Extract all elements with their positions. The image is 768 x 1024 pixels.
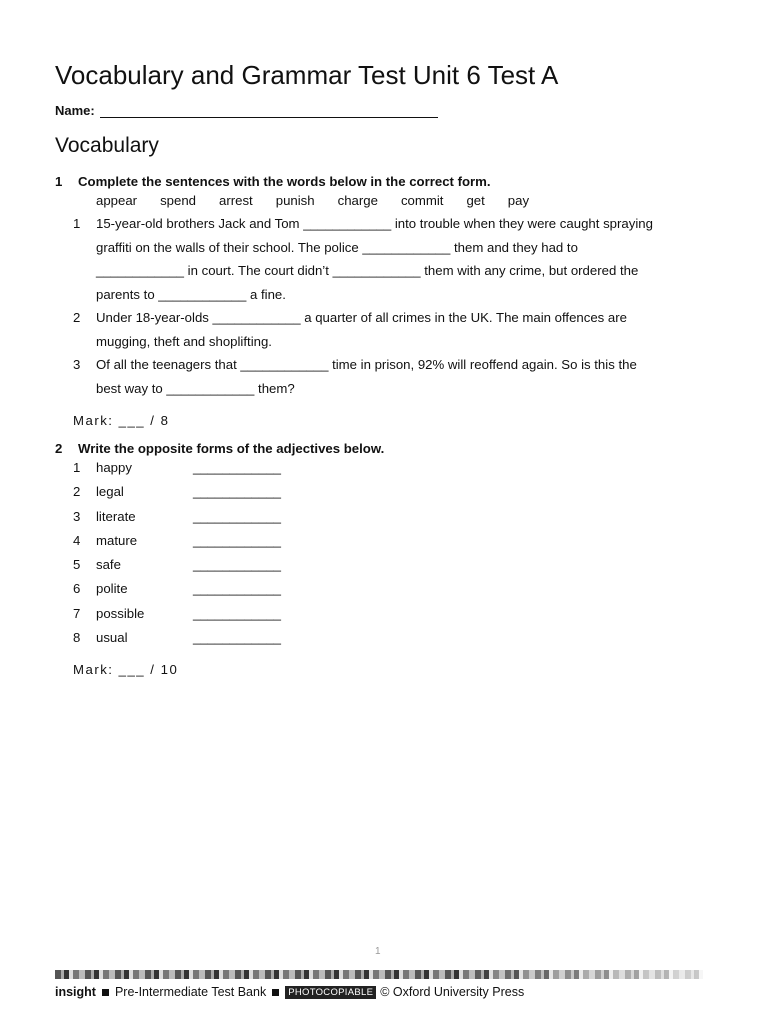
exercise-number: 1 bbox=[55, 174, 63, 189]
adjective-word: usual bbox=[96, 630, 128, 646]
adjective-row bbox=[73, 507, 313, 531]
adjective-word: mature bbox=[96, 532, 138, 548]
item-line: parents to ____________ a fine. bbox=[96, 286, 286, 302]
exercise-number: 2 bbox=[55, 441, 63, 456]
adjective-word: polite bbox=[96, 581, 128, 597]
name-label: Name: bbox=[55, 103, 95, 118]
adjective-row bbox=[73, 604, 313, 628]
word-bank-item: charge bbox=[337, 193, 378, 208]
item-number: 1 bbox=[73, 460, 81, 475]
square-bullet-icon bbox=[102, 989, 109, 996]
item-line: ____________ in court. The court didn’t ____________ them with any crime, but ordered the bbox=[96, 263, 639, 278]
item-number: 3 bbox=[73, 508, 81, 524]
adjective-word: happy bbox=[96, 460, 132, 475]
item-line: graffiti on the walls of their school. The police ____________ them and they had to bbox=[96, 239, 578, 255]
word-bank-item: appear bbox=[96, 193, 138, 208]
adjective-row bbox=[73, 555, 313, 579]
exercise-1-mark: Mark: ___ / 8 bbox=[73, 413, 170, 428]
answer-blank[interactable]: ____________ bbox=[193, 484, 282, 500]
adjective-row bbox=[73, 531, 313, 555]
item-number: 1 bbox=[73, 216, 81, 231]
item-number: 3 bbox=[73, 357, 81, 372]
answer-blank[interactable]: ____________ bbox=[193, 630, 282, 646]
page-title: Vocabulary and Grammar Test Unit 6 Test A bbox=[55, 60, 559, 90]
publisher: © Oxford University Press bbox=[380, 985, 525, 999]
adjective-row bbox=[73, 482, 313, 506]
exercise-2-mark: Mark: ___ / 10 bbox=[73, 662, 179, 677]
item-number: 7 bbox=[73, 605, 81, 621]
word-bank-item: commit bbox=[400, 193, 444, 208]
item-number: 6 bbox=[73, 581, 81, 597]
adjective-word: safe bbox=[96, 557, 121, 573]
adjective-row bbox=[73, 458, 313, 482]
item-line: Under 18-year-olds ____________ a quarter of all crimes in the UK. The main offences are bbox=[96, 310, 627, 325]
exercise-instruction: Write the opposite forms of the adjectives below. bbox=[78, 441, 385, 456]
adjective-word: literate bbox=[96, 508, 136, 524]
answer-blank[interactable]: ____________ bbox=[193, 508, 282, 524]
adjective-row bbox=[73, 579, 313, 603]
adjective-word: legal bbox=[96, 484, 124, 500]
answer-blank[interactable]: ____________ bbox=[193, 581, 282, 597]
item-line: Of all the teenagers that ____________ time in prison, 92% will reoffend again. So is this the bbox=[96, 357, 637, 372]
word-bank-item: arrest bbox=[219, 193, 253, 208]
brand-name: insight bbox=[55, 985, 96, 999]
name-field bbox=[55, 103, 438, 118]
square-bullet-icon bbox=[272, 989, 279, 996]
item-line: best way to ____________ them? bbox=[96, 380, 295, 396]
adjective-list bbox=[73, 458, 313, 652]
name-line bbox=[100, 103, 438, 118]
answer-blank[interactable]: ____________ bbox=[193, 557, 282, 573]
word-bank-item: get bbox=[466, 193, 485, 208]
word-bank bbox=[96, 193, 552, 208]
word-bank-item: punish bbox=[275, 193, 315, 208]
answer-blank[interactable]: ____________ bbox=[193, 460, 282, 475]
exercise-1-heading bbox=[55, 174, 491, 189]
photocopiable-badge: PHOTOCOPIABLE bbox=[285, 986, 376, 999]
product-name: Pre-Intermediate Test Bank bbox=[114, 985, 267, 999]
item-number: 4 bbox=[73, 532, 81, 548]
item-number: 2 bbox=[73, 310, 81, 325]
answer-blank[interactable]: ____________ bbox=[193, 532, 282, 548]
footer bbox=[55, 985, 524, 999]
exercise-instruction: Complete the sentences with the words below in the correct form. bbox=[78, 174, 491, 189]
item-line: mugging, theft and shoplifting. bbox=[96, 333, 272, 349]
word-bank-item: spend bbox=[160, 193, 197, 208]
adjective-row bbox=[73, 628, 313, 652]
item-number: 8 bbox=[73, 630, 81, 646]
footer-photo-strip bbox=[55, 970, 703, 979]
word-bank-item: pay bbox=[507, 193, 530, 208]
page-number: 1 bbox=[375, 946, 381, 957]
item-number: 2 bbox=[73, 484, 81, 500]
section-title: Vocabulary bbox=[55, 134, 159, 157]
item-number: 5 bbox=[73, 557, 81, 573]
adjective-word: possible bbox=[96, 605, 145, 621]
exercise-2-heading bbox=[55, 441, 384, 456]
answer-blank[interactable]: ____________ bbox=[193, 605, 282, 621]
item-line: 15-year-old brothers Jack and Tom ____________ into trouble when they were caught spraying bbox=[96, 216, 653, 231]
